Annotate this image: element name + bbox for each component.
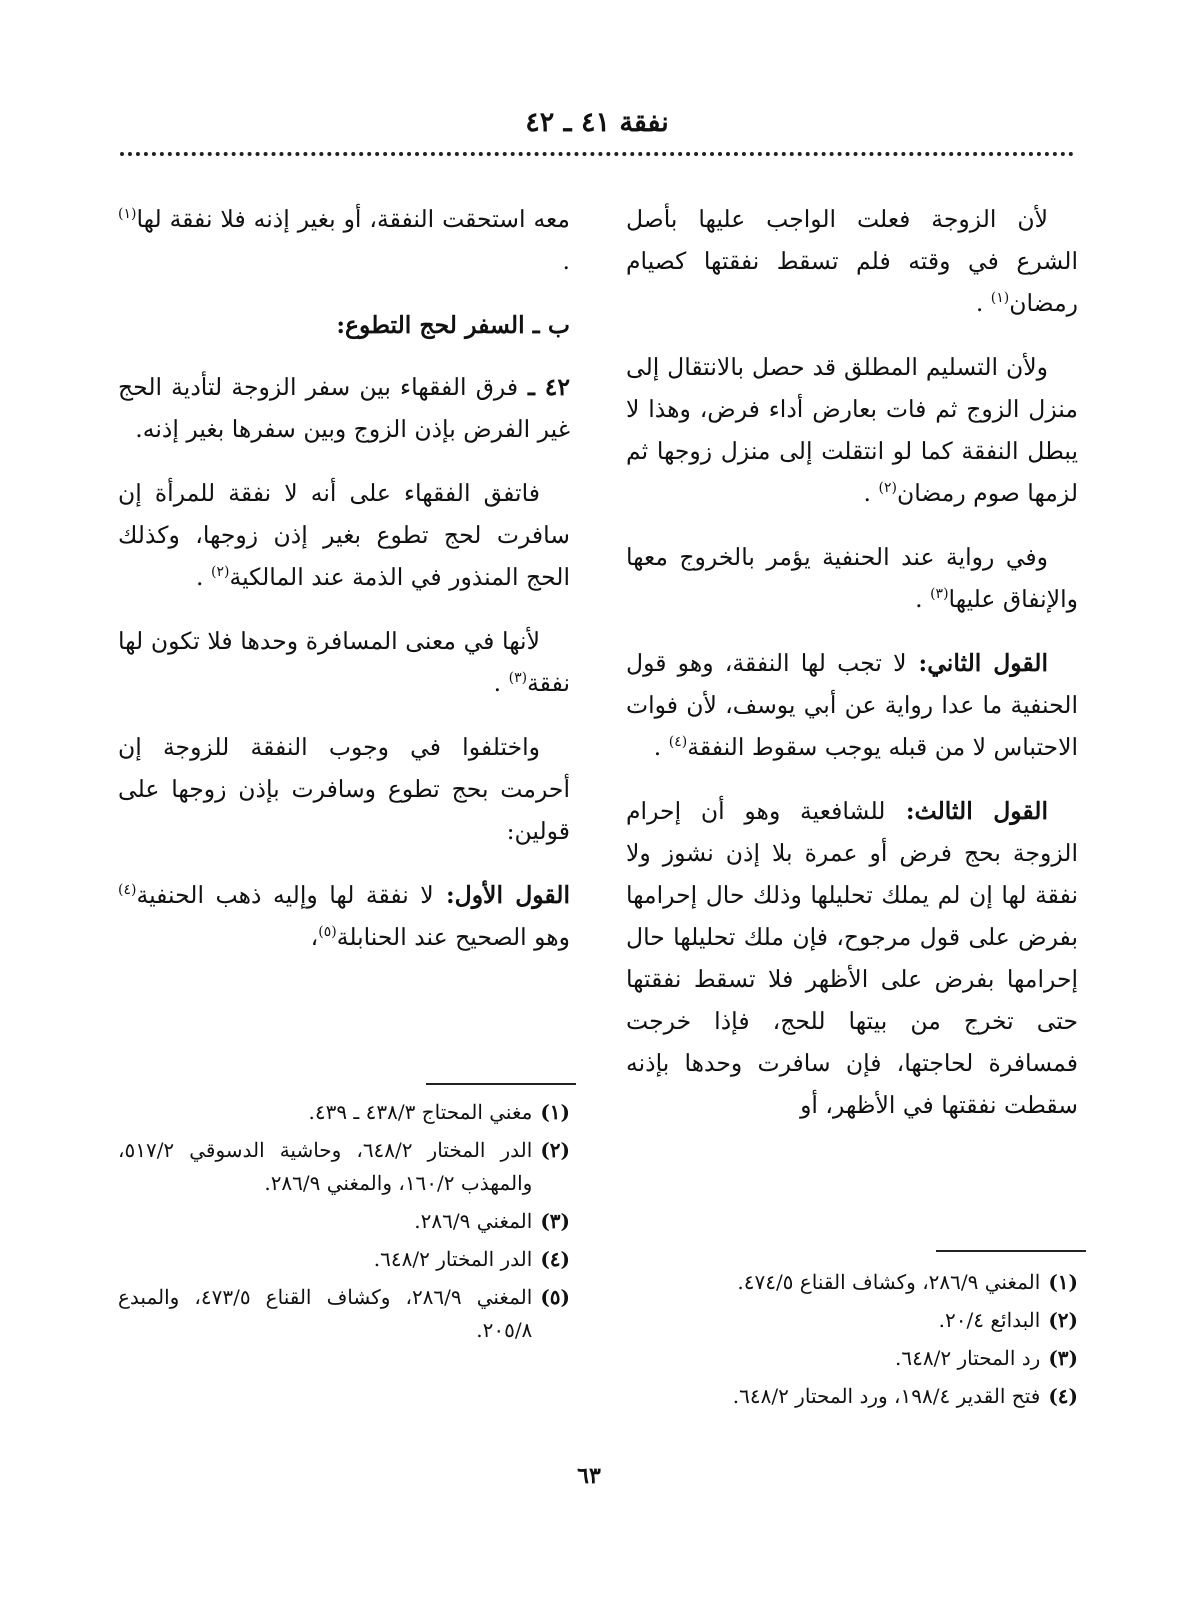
- footnote-number: (١): [1048, 1270, 1078, 1294]
- footnote-number: (١): [540, 1100, 570, 1124]
- paragraph: [626, 198, 1078, 324]
- footnotes-left: [118, 1096, 570, 1352]
- paragraph-text: لا تجب لها النفقة، وهو قول الحنفية ما عدا رواية عن أبي يوسف، لأن فوات الاحتباس لا من قبله يوجب سقوط النفقة: [626, 649, 1078, 761]
- footnote-number: (٤): [1048, 1384, 1078, 1408]
- footnote: [626, 1380, 1078, 1413]
- paragraph: [626, 642, 1078, 768]
- footnote-rule-left: [426, 1083, 576, 1085]
- footnote-text: المغني ٢٨٦/٩، وكشاف القناع ٤٧٣/٥، والمبدع ٢٠٥/٨.: [118, 1285, 533, 1342]
- paragraph-end: .: [915, 585, 931, 613]
- footnote-ref: (٢): [878, 480, 897, 497]
- footnote-number: (٤): [540, 1247, 570, 1271]
- footnote-ref: (١): [118, 206, 137, 223]
- paragraph-text: لا نفقة لها وإليه ذهب الحنفية: [136, 881, 434, 909]
- paragraph-text: فرق الفقهاء بين سفر الزوجة لتأدية الحج غير الفرض بإذن الزوج وبين سفرها بغير إذنه.: [118, 373, 570, 443]
- footnote-number: (٣): [1048, 1346, 1078, 1370]
- left-text-column: [118, 198, 570, 980]
- footnote-ref: (٤): [668, 734, 688, 751]
- footnote: [118, 1205, 570, 1238]
- paragraph-lead: القول الثاني:: [906, 649, 1048, 677]
- section-subheading: ب ـ السفر لحج التطوع:: [336, 311, 570, 339]
- paragraph-end: ،: [310, 923, 319, 951]
- paragraph: [626, 790, 1078, 1126]
- paragraph: [118, 726, 570, 852]
- paragraph-text: وهو الصحيح عند الحنابلة: [336, 923, 570, 951]
- running-header: نفقة ٤١ ـ ٤٢: [525, 107, 669, 138]
- footnote-ref: (٤): [118, 882, 137, 899]
- footnote-text: الدر المختار ٦٤٨/٢.: [373, 1247, 533, 1271]
- footnotes-right: [626, 1266, 1078, 1418]
- paragraph-text: لأن الزوجة فعلت الواجب عليها بأصل الشرع في وقته فلم تسقط نفقتها كصيام رمضان: [626, 205, 1078, 317]
- footnote-ref: (٢): [211, 564, 230, 581]
- footnote: [118, 1281, 570, 1347]
- footnote-text: مغني المحتاج ٤٣٨/٣ ـ ٤٣٩.: [308, 1100, 533, 1124]
- footnote-ref: (٣): [508, 670, 528, 687]
- footnote: [626, 1304, 1078, 1337]
- footnote: [118, 1243, 570, 1276]
- paragraph-text: لأنها في معنى المسافرة وحدها فلا تكون لها نفقة: [118, 627, 570, 697]
- footnote: [626, 1266, 1078, 1299]
- footnote-text: البدائع ٢٠/٤.: [938, 1308, 1041, 1332]
- paragraph-text: للشافعية وهو أن إحرام الزوجة بحج فرض أو عمرة بلا إذن نشوز ولا نفقة لها إن لم يملك تحليلها وذلك حال إحرامها بفرض على قول مرجوح، فإن ملك تحليلها حال إحرامها بفرض على الأظهر فلا تسقط نفقتها حتى تخرج من بيتها للحج، فإذا خرجت فمسافرة لحاجتها، فإن سافرت وحدها بإذنه سقطت نفقتها في الأظهر، أو: [626, 797, 1078, 1119]
- paragraph-text: وفي رواية عند الحنفية يؤمر بالخروج معها والإنفاق عليها: [626, 543, 1078, 613]
- paragraph: [118, 198, 570, 282]
- footnote-text: الدر المختار ٦٤٨/٢، وحاشية الدسوقي ٥١٧/٢، والمهذب ١٦٠/٢، والمغني ٢٨٦/٩.: [118, 1138, 533, 1195]
- paragraph-text: واختلفوا في وجوب النفقة للزوجة إن أحرمت بحج تطوع وسافرت بإذن زوجها على قولين:: [118, 733, 570, 845]
- paragraph-end: .: [975, 289, 991, 317]
- paragraph-lead: القول الأول:: [433, 881, 570, 909]
- footnote-ref: (١): [990, 290, 1010, 307]
- footnote: [118, 1096, 570, 1129]
- footnote: [626, 1342, 1078, 1375]
- header-dotted-separator: [120, 152, 1074, 156]
- paragraph-lead: القول الثالث:: [885, 797, 1048, 825]
- footnote-text: رد المحتار ٦٤٨/٢.: [895, 1346, 1041, 1370]
- footnote-text: المغني ٢٨٦/٩، وكشاف القناع ٤٧٤/٥.: [737, 1270, 1041, 1294]
- footnote-number: (٥): [540, 1285, 570, 1309]
- footnote-number: (٣): [540, 1209, 570, 1233]
- footnote-ref: (٣): [930, 586, 949, 603]
- footnote-text: المغني ٢٨٦/٩.: [414, 1209, 533, 1233]
- paragraph-end: .: [653, 733, 669, 761]
- paragraph-end: .: [863, 479, 879, 507]
- paragraph-text: معه استحقت النفقة، أو بغير إذنه فلا نفقة لها: [136, 205, 570, 233]
- paragraph: [626, 536, 1078, 620]
- paragraph-number: ٤٢ ـ: [518, 373, 570, 401]
- footnote-number: (٢): [1048, 1308, 1078, 1332]
- paragraph: [118, 874, 570, 958]
- paragraph-text: ولأن التسليم المطلق قد حصل بالانتقال إلى منزل الزوج ثم فات بعارض أداء فرض، وهذا لا يبطل النفقة كما لو انتقلت إلى منزل زوجها ثم لزمها صوم رمضان: [626, 353, 1078, 507]
- paragraph-end: .: [196, 563, 211, 591]
- right-text-column: [626, 198, 1078, 1148]
- paragraph-text: فاتفق الفقهاء على أنه لا نفقة للمرأة إن سافرت لحج تطوع بغير إذن زوجها، وكذلك الحج المنذور في الذمة عند المالكية: [118, 479, 570, 591]
- footnote-rule-right: [936, 1250, 1086, 1252]
- paragraph: [118, 620, 570, 704]
- paragraph-end: .: [493, 669, 509, 697]
- footnote: [118, 1134, 570, 1200]
- paragraph: [118, 366, 570, 450]
- footnote-number: (٢): [540, 1138, 570, 1162]
- footnote-ref: (٥): [318, 924, 337, 941]
- page-number: ٦٣: [577, 1463, 601, 1489]
- paragraph: [626, 346, 1078, 514]
- footnote-text: فتح القدير ١٩٨/٤، ورد المحتار ٦٤٨/٢.: [732, 1384, 1041, 1408]
- paragraph-end: .: [562, 247, 570, 275]
- paragraph: [118, 472, 570, 598]
